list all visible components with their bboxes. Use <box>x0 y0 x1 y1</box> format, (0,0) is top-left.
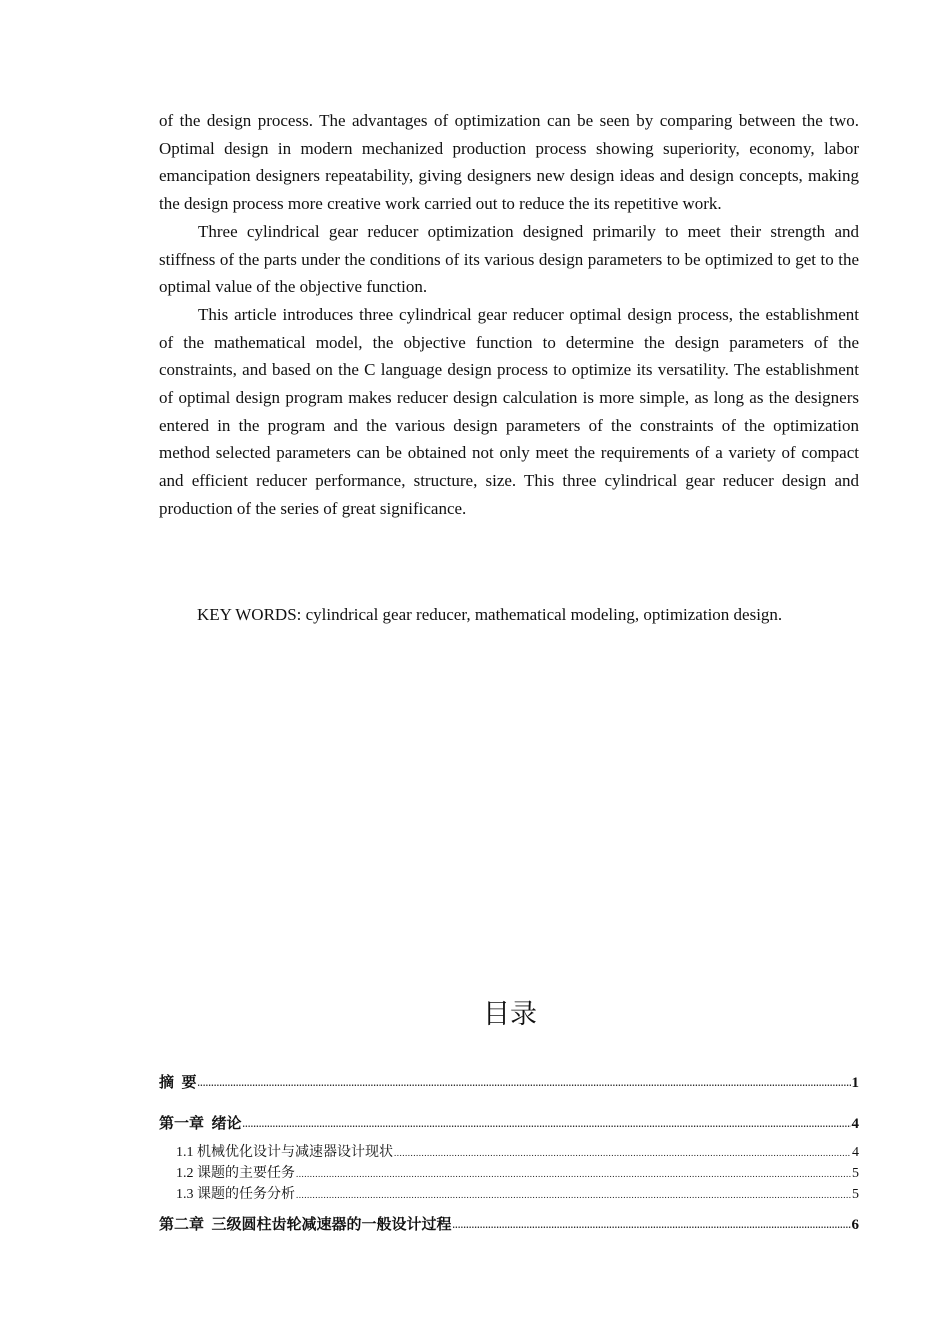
keywords-line: KEY WORDS: cylindrical gear reducer, mathematical modeling, optimization design. <box>197 605 783 624</box>
toc-entry-chapter-2[interactable] <box>159 1215 859 1235</box>
toc-entry-chapter-1[interactable] <box>159 1114 859 1134</box>
toc-entry-1-1[interactable] <box>176 1143 859 1163</box>
toc-entry-1-2[interactable] <box>176 1164 859 1184</box>
toc-entry-page: 4 <box>851 1116 859 1132</box>
toc-entry-label: 第一章 绪论 <box>159 1116 242 1132</box>
toc-leader <box>296 1190 851 1205</box>
toc-entry-label: 第二章 三级圆柱齿轮减速器的一般设计过程 <box>159 1217 452 1233</box>
toc-entry-abstract[interactable] <box>159 1073 859 1093</box>
toc-entry-page: 6 <box>851 1217 859 1233</box>
toc-leader <box>453 1220 851 1235</box>
abstract-body <box>159 107 859 523</box>
toc-entry-label: 1.1 机械优化设计与减速器设计现状 <box>176 1145 393 1160</box>
toc-entry-page: 4 <box>852 1145 859 1160</box>
toc-entry-label: 1.2 课题的主要任务 <box>176 1166 295 1181</box>
paragraph-1: of the design process. The advantages of optimization can be seen by comparing between the two. Optimal design in modern mechanized production process showing superiority, economy, labor emancipation designers repeatability, giving designers new design ideas and design concepts, making the design process more creative work carried out to reduce the its repetitive work. <box>159 111 859 214</box>
paragraph-3: This article introduces three cylindrical gear reducer optimal design process, the establishment of the mathematical model, the objective function to determine the design parameters of the constraints, and based on the C language design process to optimize its versatility. The establishment of optimal design program makes reducer design calculation is more simple, as long as the designers entered in the program and the various design parameters of the constraints of the optimization method selected parameters can be obtained not only meet the requirements of a variety of compact and efficient reducer performance, structure, size. This three cylindrical gear reducer design and production of the series of great significance. <box>159 304 859 518</box>
toc-entry-1-3[interactable] <box>176 1185 859 1205</box>
toc-leader <box>198 1078 851 1093</box>
toc-entry-page: 1 <box>851 1075 859 1091</box>
toc-entry-label: 1.3 课题的任务分析 <box>176 1187 295 1202</box>
toc-leader <box>296 1169 851 1184</box>
toc-entry-page: 5 <box>852 1166 859 1181</box>
toc-entry-page: 5 <box>852 1187 859 1202</box>
toc-leader <box>243 1119 851 1134</box>
paragraph-2: Three cylindrical gear reducer optimization designed primarily to meet their strength and stiffness of the parts under the conditions of its various design parameters to be optimized to get to the optimal value of the objective function. <box>159 221 859 297</box>
toc-entry-label: 摘 要 <box>159 1075 197 1091</box>
toc-title: 目录 <box>483 999 537 1030</box>
toc-leader <box>394 1148 851 1163</box>
